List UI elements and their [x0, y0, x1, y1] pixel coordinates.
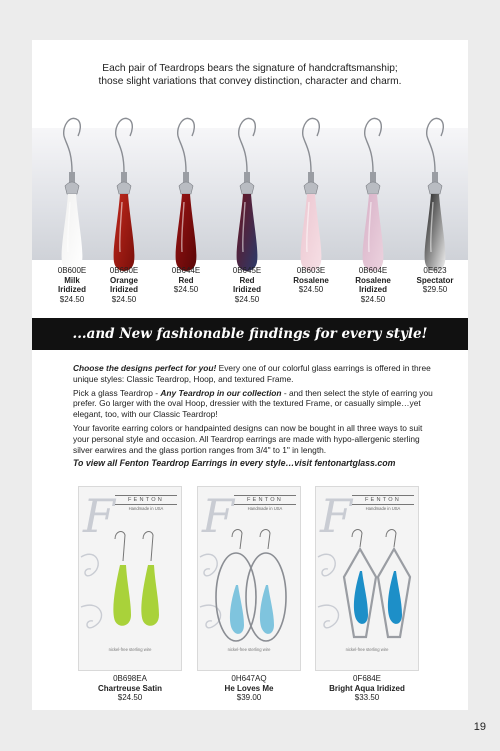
- teardrop-earring-photo: [227, 110, 267, 290]
- product-price: $24.50: [111, 294, 137, 304]
- fenton-monogram-logo: F: [320, 489, 352, 543]
- product-code: 0B645E: [232, 266, 262, 275]
- product-label: [155, 266, 217, 295]
- catalog-page: [32, 40, 468, 710]
- wire-note: nickel-free sterling wire: [108, 647, 152, 652]
- earring-display-card: [197, 486, 301, 671]
- product-code: 0B603E: [296, 266, 326, 275]
- product-code: 0B604E: [358, 266, 388, 275]
- fenton-monogram-logo: F: [202, 489, 234, 543]
- fenton-brand: FENTON: [115, 495, 177, 505]
- teardrop-earrings-row: [32, 110, 468, 290]
- paragraph-2: [73, 388, 433, 420]
- card-product-name: Bright Aqua Iridized: [329, 683, 405, 693]
- handmade-tagline: Handmade in USA: [128, 506, 164, 511]
- banner-text: ...and New fashionable findings for every style!: [72, 326, 428, 342]
- teardrop-earring-photo: [104, 110, 144, 290]
- card-product-label: [312, 674, 422, 703]
- findings-banner: [32, 318, 468, 350]
- product-name-line-1: Rosalene: [293, 275, 329, 285]
- earring-pair-illustration: [316, 487, 420, 672]
- product-price: $24.50: [360, 294, 386, 304]
- paragraph-2-b: - and then select the style of earring you prefer. Go larger with the oval Hoop, dressier with the textured Frame, or casually simple…yet elegant, too, with our Classic Teardrop!: [73, 387, 433, 420]
- product-label: [93, 266, 155, 304]
- paragraph-1-lead: Choose the designs perfect for you!: [73, 363, 217, 373]
- paragraph-2-a: Pick a glass Teardrop -: [73, 387, 161, 398]
- body-copy: [73, 363, 433, 472]
- website-cta[interactable]: To view all Fenton Teardrop Earrings in every style…visit fentonartglass.com: [73, 458, 396, 469]
- card-product-price: $39.00: [236, 693, 262, 703]
- fenton-brand: FENTON: [352, 495, 414, 505]
- intro-line-2: those slight variations that convey distinction, character and charm.: [98, 76, 402, 87]
- product-name-line-1: Red: [239, 275, 255, 285]
- product-code: 0B600E: [57, 266, 87, 275]
- handmade-tagline: Handmade in USA: [365, 506, 401, 511]
- teardrop-earring-photo: [415, 110, 455, 290]
- product-name-line-1: Milk: [64, 275, 80, 285]
- product-price: $24.50: [234, 294, 260, 304]
- teardrop-earring-photo: [291, 110, 331, 290]
- earring-pair-illustration: [79, 487, 183, 672]
- product-code: 0E623: [423, 266, 447, 275]
- product-code: 0B644E: [171, 266, 201, 275]
- product-name-line-1: Rosalene: [355, 275, 391, 285]
- product-price: $29.50: [422, 285, 448, 295]
- product-price: $24.50: [173, 285, 199, 295]
- teardrop-earring-photo: [166, 110, 206, 290]
- card-product-name: He Loves Me: [224, 683, 274, 693]
- product-name-line-1: Red: [178, 275, 194, 285]
- paragraph-3: Your favorite earring colors or handpainted designs can now be bought in all three ways to suit your personal style and occasion. All Teardrop earrings are made with hypo-allergenic sterling silver earwires and the glass portion ranges from 3/4" to 1" in length.: [73, 422, 423, 455]
- earring-display-card: [315, 486, 419, 671]
- card-product-code: 0F684E: [352, 674, 382, 683]
- earring-pair-illustration: [198, 487, 302, 672]
- teardrop-labels-row: [32, 266, 468, 312]
- card-product-label: [75, 674, 185, 703]
- product-label: [342, 266, 404, 304]
- paragraph-1-rest: Every one of our colorful glass earrings is offered in three unique styles: Classic Teardrop, Hoop, and textured Frame.: [73, 363, 431, 384]
- product-price: $24.50: [298, 285, 324, 295]
- fenton-brand: FENTON: [234, 495, 296, 505]
- teardrop-earring-photo: [353, 110, 393, 290]
- product-code: 0B680E: [109, 266, 139, 275]
- fenton-monogram-logo: F: [83, 489, 115, 543]
- paragraph-2-lead: Any Teardrop in our collection: [160, 387, 282, 398]
- card-product-code: 0H647AQ: [231, 674, 267, 683]
- card-product-label: [194, 674, 304, 703]
- card-product-name: Chartreuse Satin: [97, 683, 163, 693]
- wire-note: nickel-free sterling wire: [227, 647, 271, 652]
- product-name-line-2: Iridized: [232, 285, 261, 295]
- product-label: [404, 266, 466, 295]
- card-product-price: $33.50: [354, 693, 380, 703]
- card-product-code: 0B698EA: [113, 674, 147, 683]
- intro-line-1: Each pair of Teardrops bears the signature of handcraftsmanship;: [102, 63, 398, 74]
- product-name-line-2: Iridized: [57, 285, 86, 295]
- product-label: [216, 266, 278, 304]
- page-number: 19: [473, 721, 486, 733]
- product-name-line-2: Iridized: [358, 285, 387, 295]
- product-price: $24.50: [59, 294, 85, 304]
- card-product-price: $24.50: [117, 693, 143, 703]
- intro-text: [32, 62, 468, 88]
- product-label: [280, 266, 342, 295]
- paragraph-1: [73, 363, 433, 385]
- handmade-tagline: Handmade in USA: [247, 506, 283, 511]
- product-name-line-1: Orange: [109, 275, 138, 285]
- product-name-line-1: Spectator: [416, 275, 454, 285]
- wire-note: nickel-free sterling wire: [345, 647, 389, 652]
- teardrop-earring-photo: [52, 110, 92, 290]
- earring-display-card: [78, 486, 182, 671]
- product-name-line-2: Iridized: [109, 285, 138, 295]
